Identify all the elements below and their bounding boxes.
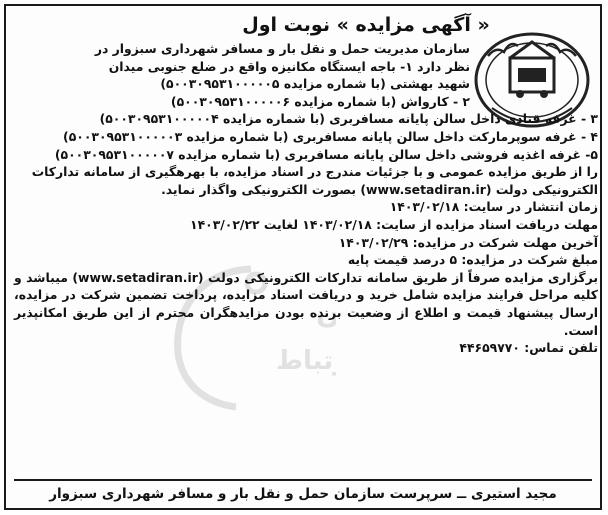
watermark-word-2: تباط xyxy=(276,346,334,376)
contact-phone: تلفن تماس: ۴۴۶۵۹۷۷۰ xyxy=(459,340,598,356)
final-deadline: آخرین مهلت شرکت در مزایده: ۱۴۰۳/۰۲/۲۹ xyxy=(338,234,598,250)
item-2-carwash: ۲ - کارواش (با شماره مزایده ۵۰۰۳۰۹۵۳۱۰۰۰۰۰۶) xyxy=(170,93,470,109)
item-3-confectionery: ۳ - غرفه قنادی داخل سالن پایانه مسافربری (با شماره مزایده ۵۰۰۳۰۹۵۳۱۰۰۰۰۰۴) xyxy=(99,111,598,127)
auction-notice xyxy=(4,4,602,510)
procedure-line-1: را از طریق مزایده عمومی و با جزئیات مندرج در اسناد مزایده، با بهرهگیری از سامانه تدارکات xyxy=(31,164,598,180)
intro-line-1: سازمان مدیریت حمل و نقل بار و مسافر شهرداری سبزوار در xyxy=(94,41,470,56)
publish-date: زمان انتشار در سایت: ۱۴۰۳/۰۲/۱۸ xyxy=(389,199,598,215)
notice-body xyxy=(14,10,598,357)
procedure-line-2: الکترونیکی دولت (www.setadiran.ir) بصورت الکترونیکی واگذار نماید. xyxy=(161,181,598,197)
intro-line-3: شهید بهشتی (با شماره مزایده ۵۰۰۳۰۹۵۳۱۰۰۰۰۰۵) xyxy=(160,76,470,92)
conditions-paragraph: برگزاری مزایده صرفاً از طریق سامانه تدارکات الکترونیکی دولت (www.setadiran.ir) میباشد و کلیه مراحل فرایند مزایده شامل خرید و دریافت اسناد مزایده، پرداخت تضمین شرکت در مزایده، ارسال پیشنهاد قیمت و اطلاع از وضعیت برنده بودن مزایدهگران محترم از این طریق امکانپذیر است. xyxy=(14,269,598,338)
intro-line-2: نظر دارد ۱- باجه ایستگاه مکانیزه واقع در ضلع جنوبی میدان xyxy=(108,58,470,74)
item-5-food-shop: ۵- غرفه اغذیه فروشی داخل سالن پایانه مسافربری (با شماره مزایده ۵۰۰۳۰۹۵۳۱۰۰۰۰۰۷) xyxy=(54,146,598,162)
notice-title: « آگهی مزایده » نوبت اول xyxy=(242,14,490,36)
document-deadline: مهلت دریافت اسناد مزایده از سایت: ۱۴۰۳/۰۲/۱۸ لغایت ۱۴۰۳/۰۲/۲۲ xyxy=(190,216,598,232)
deposit-amount: مبلغ شرکت در مزایده: ۵ درصد قیمت پایه xyxy=(347,252,598,268)
signature-line: مجید استیری ــ سرپرست سازمان حمل و نقل بار و مسافر شهرداری سبزوار xyxy=(14,479,592,507)
item-4-supermarket: ۴ - غرفه سوپرمارکت داخل سالن پایانه مسافربری (با شماره مزایده ۵۰۰۳۰۹۵۳۱۰۰۰۰۰۳) xyxy=(63,128,598,144)
